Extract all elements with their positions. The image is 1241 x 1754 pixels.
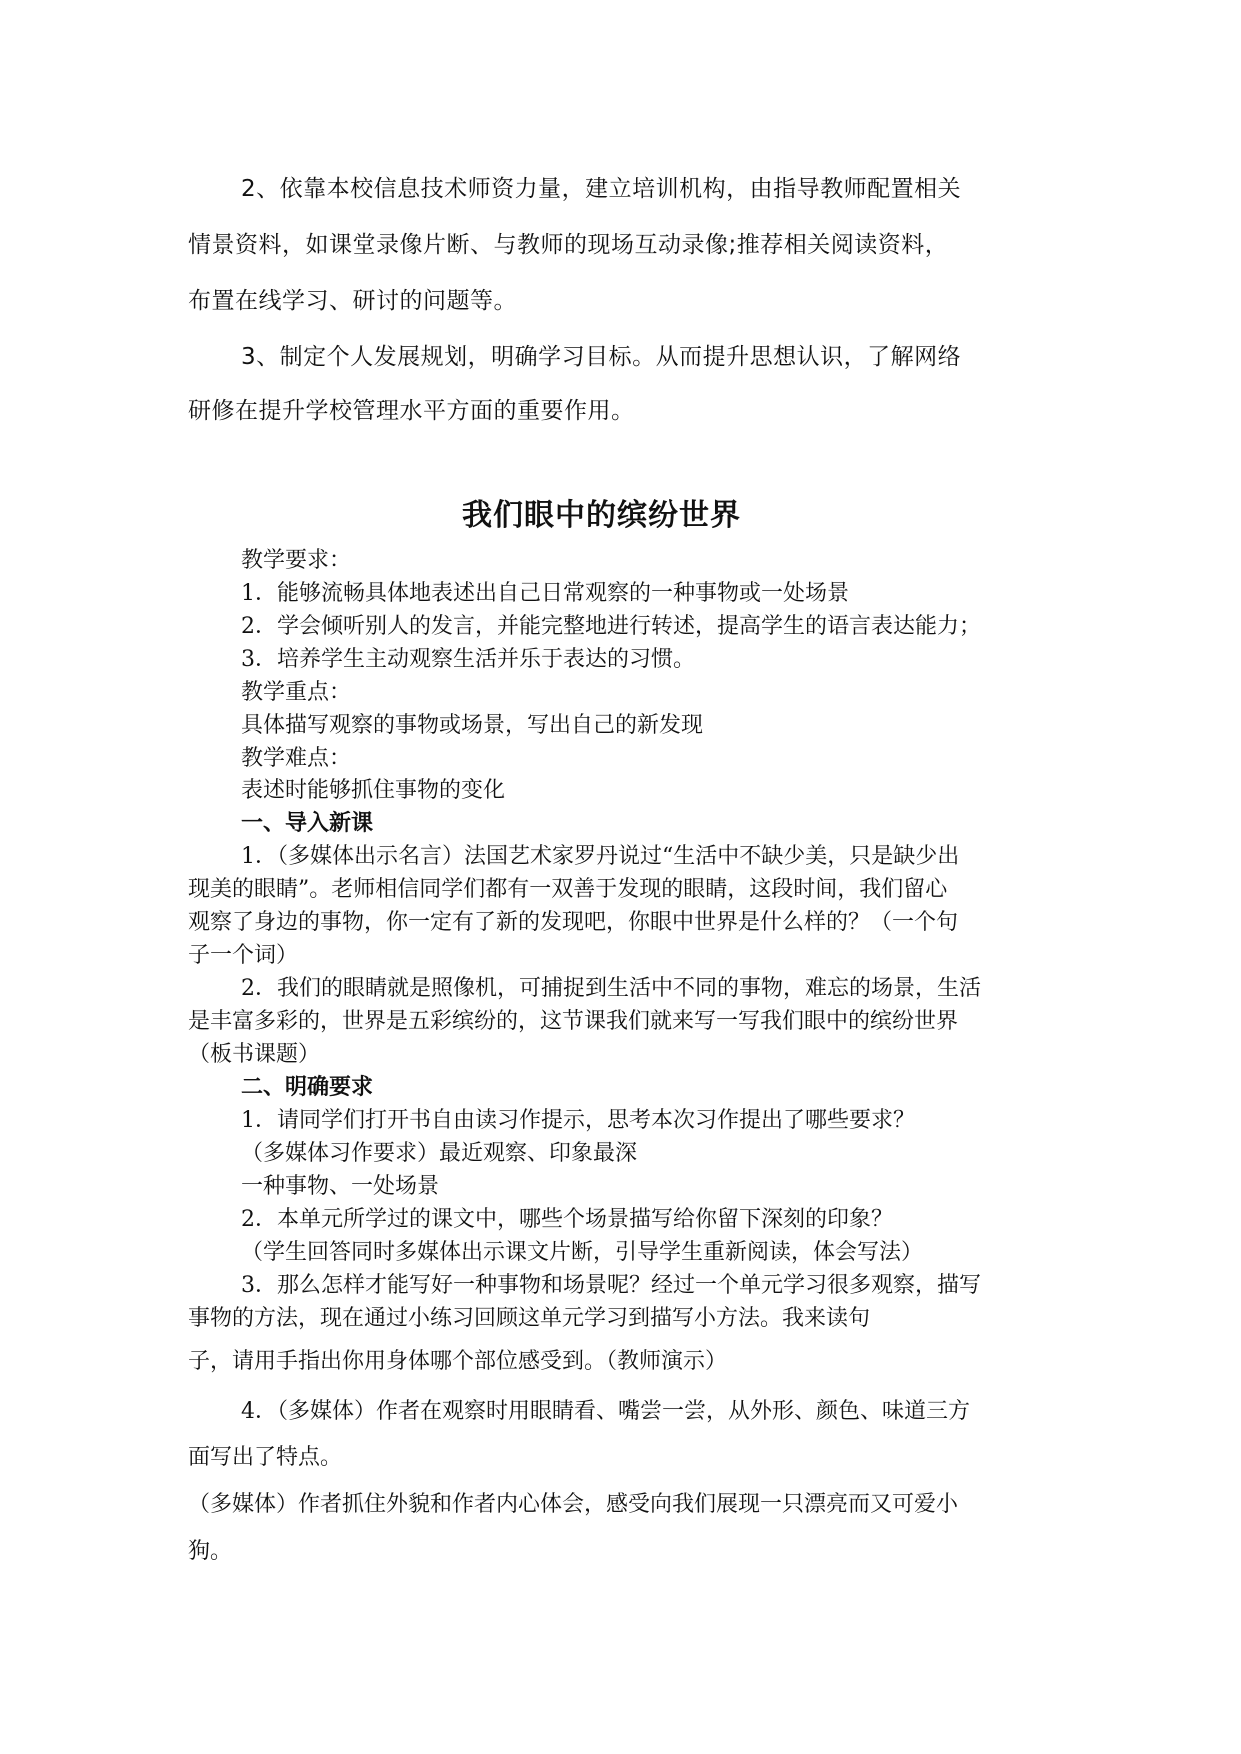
section-2-p3-line-2: 事物的方法，现在通过小练习回顾这单元学习到描写小方法。我来读句 bbox=[188, 1306, 871, 1331]
req-item-2: 2．学会倾听别人的发言，并能完整地进行转述，提高学生的语言表达能力； bbox=[241, 614, 981, 639]
section-2-line-3: 一种事物、一处场景 bbox=[241, 1174, 440, 1199]
diff-text: 表述时能够抓住事物的变化 bbox=[241, 778, 506, 803]
section-1-p2-line-2: 是丰富多彩的，世界是五彩缤纷的，这节课我们就来写一写我们眼中的缤纷世界 bbox=[188, 1009, 959, 1034]
section-1-heading: 一、导入新课 bbox=[241, 810, 374, 836]
paragraph-2-line-1: 2、依靠本校信息技术师资力量，建立培训机构，由指导教师配置相关 bbox=[241, 176, 962, 202]
section-2-p3-line-1: 3．那么怎样才能写好一种事物和场景呢？经过一个单元学习很多观察，描写 bbox=[241, 1273, 981, 1298]
section-2-line-1: 1．请同学们打开书自由读习作提示，思考本次习作提出了哪些要求？ bbox=[241, 1108, 915, 1133]
section-2-heading: 二、明确要求 bbox=[241, 1074, 374, 1100]
section-1-p1-line-4: 子一个词） bbox=[188, 943, 299, 968]
section-1-p2-line-1: 2．我们的眼睛就是照像机，可捕捉到生活中不同的事物，难忘的场景，生活 bbox=[241, 976, 981, 1001]
section-1-p2-line-3: （板书课题） bbox=[188, 1042, 321, 1067]
section-1-p1-line-3: 观察了身边的事物，你一定有了新的发现吧，你眼中世界是什么样的？（一个句 bbox=[188, 910, 959, 935]
req-item-3: 3．培养学生主动观察生活并乐于表达的习惯。 bbox=[241, 647, 695, 672]
key-heading: 教学重点： bbox=[241, 680, 352, 705]
section-2-p4-line-2: 面写出了特点。 bbox=[188, 1445, 343, 1470]
paragraph-3-line-2: 研修在提升学校管理水平方面的重要作用。 bbox=[188, 398, 635, 424]
section-1-p1-line-1: 1．（多媒体出示名言）法国艺术家罗丹说过“生活中不缺少美，只是缺少出 bbox=[241, 844, 960, 869]
paragraph-3-line-1: 3、制定个人发展规划，明确学习目标。从而提升思想认识，了解网络 bbox=[241, 344, 962, 370]
section-2-line-5: （学生回答同时多媒体出示课文片断，引导学生重新阅读，体会写法） bbox=[241, 1240, 924, 1265]
section-2-line-2: （多媒体习作要求）最近观察、印象最深 bbox=[241, 1141, 638, 1166]
section-2-p5-line-1: （多媒体）作者抓住外貌和作者内心体会，感受向我们展现一只漂亮而又可爱小 bbox=[188, 1492, 959, 1517]
section-2-p3-line-3: 子，请用手指出你用身体哪个部位感受到。（教师演示） bbox=[188, 1349, 728, 1374]
section-2-line-4: 2．本单元所学过的课文中，哪些个场景描写给你留下深刻的印象？ bbox=[241, 1207, 893, 1232]
paragraph-2-line-3: 布置在线学习、研讨的问题等。 bbox=[188, 288, 517, 314]
section-1-p1-line-2: 现美的眼睛”。老师相信同学们都有一双善于发现的眼睛，这段时间，我们留心 bbox=[188, 877, 948, 902]
lesson-title: 我们眼中的缤纷世界 bbox=[462, 498, 741, 533]
section-2-p4-line-1: 4．（多媒体）作者在观察时用眼睛看、嘴尝一尝，从外形、颜色、味道三方 bbox=[241, 1399, 970, 1424]
paragraph-2-line-2: 情景资料，如课堂录像片断、与教师的现场互动录像;推荐相关阅读资料， bbox=[188, 232, 949, 258]
key-text: 具体描写观察的事物或场景，写出自己的新发现 bbox=[241, 713, 704, 738]
diff-heading: 教学难点： bbox=[241, 746, 352, 771]
req-heading: 教学要求： bbox=[241, 548, 352, 573]
req-item-1: 1．能够流畅具体地表述出自己日常观察的一种事物或一处场景 bbox=[241, 581, 849, 606]
section-2-p5-line-2: 狗。 bbox=[188, 1539, 233, 1564]
